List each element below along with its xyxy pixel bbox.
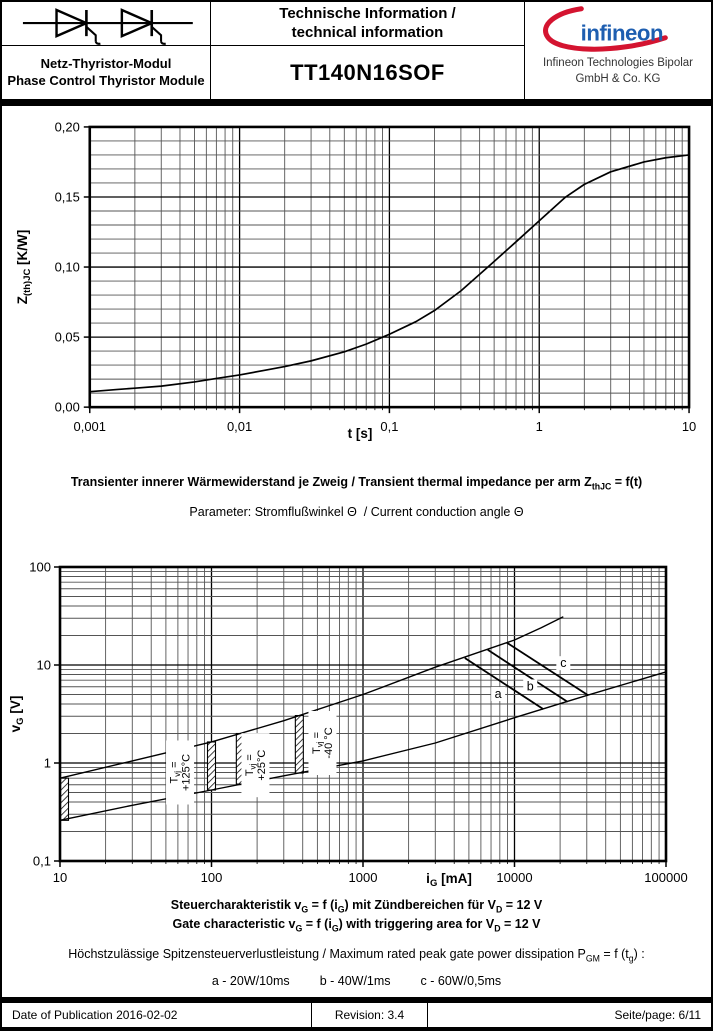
svg-text:b: b [526,679,534,694]
grid [60,567,666,861]
y-tick-label: 0,00 [54,399,80,415]
y-tick-label: 0,1 [32,853,51,869]
infineon-logo-text: infineon [580,20,664,46]
doc-type-en: technical information [291,23,444,41]
x-tick-label: 1 [535,419,543,435]
y-tick-label: 0,10 [54,259,80,275]
hatched-trigger-bar [61,778,69,820]
product-family-en: Phase Control Thyristor Module [7,72,205,88]
y-axis-title: $Z_{(th)JC}$ [K/W] [14,229,33,305]
y-tick-label: 0,05 [54,329,80,345]
chart2-title-en: Gate characteristic $v_G = f$ $(i_G)$ with triggering area for $V_D = 12$ V [172,916,541,934]
hatched-trigger-bar [208,742,216,790]
grid [90,127,689,407]
svg-text:+125°C: +125°C [180,753,193,792]
transient-thermal-impedance-chart [2,106,713,456]
temperature-label [308,711,336,775]
power-line-label-c [556,656,570,670]
part-number: TT140N16SOF [290,59,445,85]
infineon-logo [525,2,711,58]
thyristor-module-symbol [2,2,210,46]
x-tick-label: 0,001 [73,419,106,435]
x-axis-title: t [s] [347,426,373,442]
svg-text:Tvj =: $T_{vj}$ = [168,761,183,784]
svg-text:Tvj =: $T_{vj}$ = [310,731,325,754]
svg-text:+25°C: +25°C [255,749,268,781]
x-tick-label: 0,1 [380,419,399,435]
y-tick-label: 0,20 [54,119,80,135]
chart2-title-de: Steuercharakteristik $v_G = f$ $(i_G)$ mit Zündbereichen für $V_D = 12$ V [170,898,543,915]
header-divider-band [2,99,711,106]
chart1-title: Transienter innerer Wärmewiderstand je Zweig / Transient thermal impedance per arm $Z_{thJC} = f(t)$ [70,475,643,492]
chart1-parameter: Parameter: Stromflußwinkel Θ / Current conduction angle Θ [189,504,524,519]
svg-text:-40 °C: -40 °C [322,727,335,759]
footer [2,1003,711,1028]
x-tick-label: 10 [681,419,697,435]
power-line-label-b [523,679,537,693]
power-line-label-a [491,687,505,701]
header-right-cell [525,2,711,99]
svg-text:Tvj =: $T_{vj}$ = [243,754,258,777]
header [2,2,711,99]
legend-item-b: b - 40W/1ms [319,974,391,989]
doc-type-de: Technische Information / [279,4,456,22]
x-axis-title: $i_G$ [mA] [426,871,472,889]
revision: Revision: 3.4 [312,1003,428,1027]
header-center-cell [211,2,525,99]
page-number: Seite/page: 6/11 [614,1008,701,1022]
chart2-note: Höchstzulässige Spitzensteuerverlustleistung / Maximum rated peak gate power dissipation $P_{GM} = f$ $(t_g)$ : [68,946,645,964]
product-family-de: Netz-Thyristor-Modul [40,55,172,71]
x-tick-label: 0,01 [226,419,253,435]
y-tick-label: 10 [36,657,51,673]
axis-ticks [84,127,689,413]
axis-ticks [54,567,666,867]
power-lines-legend [2,974,711,988]
company-name-line1: Infineon Technologies Bipolar [542,57,694,69]
header-left-cell [2,2,211,99]
temperature-label [166,740,194,804]
thyristor-circuit-icon [8,3,204,45]
hatched-trigger-bar [295,716,303,773]
y-axis-title: $v_G$ [V] [8,695,26,733]
y-tick-label: 1 [43,755,51,771]
x-tick-label: 10000 [496,870,533,885]
publication-date: Date of Publication 2016-02-02 [2,1003,312,1027]
y-tick-label: 100 [29,559,51,575]
svg-text:c: c [560,656,567,671]
temperature-label [241,733,269,797]
x-tick-label: 100000 [644,870,688,885]
x-tick-label: 10 [52,870,68,885]
gate-characteristic-chart [2,547,713,897]
legend-item-a: a - 20W/10ms [211,974,290,989]
chart2-captions [2,897,711,988]
legend-item-c: c - 60W/0,5ms [420,974,502,989]
y-tick-label: 0,15 [54,189,80,205]
company-name-line2: GmbH & Co. KG [575,72,661,85]
x-tick-label: 1000 [348,870,378,885]
svg-text:a: a [494,687,502,702]
x-tick-label: 100 [200,870,223,885]
chart1-captions [2,457,711,519]
